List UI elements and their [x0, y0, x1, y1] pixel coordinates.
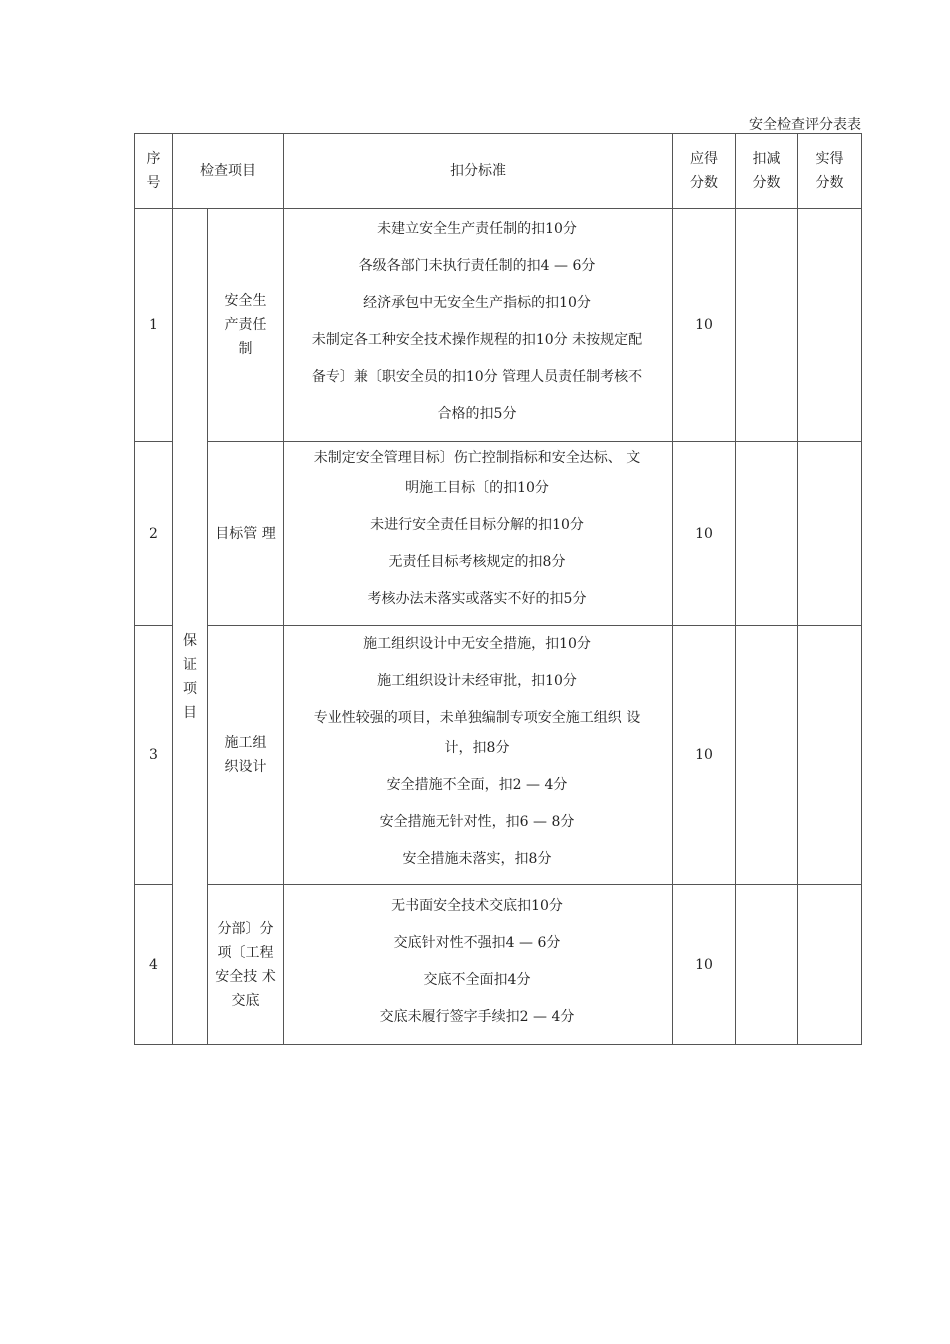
row-deduct-score: [736, 209, 798, 442]
safety-score-table: [134, 133, 862, 1045]
header-seq-line: 号: [146, 175, 161, 191]
row-item-line: 分部〕分: [217, 920, 274, 937]
row-item-line: 交底: [231, 992, 260, 1009]
row-should-score: 10: [673, 885, 736, 1045]
category-cell: [173, 209, 208, 1045]
criteria-line: 备专〕兼〔职安全员的扣10分 管理人员责任制考核不: [311, 369, 643, 385]
row-item-line: 安全技 术: [215, 968, 276, 985]
header-row: [135, 134, 862, 209]
criteria-line: 交底针对性不强扣4 — 6分: [393, 934, 561, 951]
row-criteria: [284, 885, 673, 1045]
row-seq: 4: [135, 885, 173, 1045]
header-criteria: 扣分标准: [284, 134, 673, 209]
criteria-line: 无书面安全技术交底扣10分: [391, 897, 563, 914]
row-criteria: [284, 209, 673, 442]
row-item: [208, 209, 284, 442]
row-item-line: 施工组: [224, 735, 267, 751]
row-actual-score: [798, 209, 862, 442]
criteria-line: 未制定各工种安全技术操作规程的扣10分 未按规定配: [311, 332, 643, 348]
header-actual-line: 实得: [815, 151, 844, 167]
row-actual-score: [798, 626, 862, 885]
header-seq: [135, 134, 173, 209]
row-item-line: 目标管 理: [215, 525, 276, 542]
row-item: [208, 885, 284, 1045]
category-char: 保: [183, 632, 197, 649]
row-item-line: 安全生: [224, 293, 267, 309]
header-actual: [798, 134, 862, 209]
row-deduct-score: [736, 885, 798, 1045]
header-actual-line: 分数: [815, 175, 844, 191]
row-item-line: 项〔工程: [217, 944, 274, 961]
criteria-line: 未建立安全生产责任制的扣10分: [377, 221, 577, 237]
row-item-line: 织设计: [224, 759, 267, 775]
criteria-line: 未进行安全责任目标分解的扣10分: [370, 516, 584, 533]
category-char: 目: [183, 704, 197, 721]
row-seq: 1: [135, 209, 173, 442]
row-deduct-score: [736, 626, 798, 885]
criteria-line: 无责任目标考核规定的扣8分: [388, 553, 566, 570]
row-deduct-score: [736, 442, 798, 626]
document-title: 安全检查评分表表: [749, 117, 861, 133]
row-criteria: [284, 626, 673, 885]
criteria-line: 明施工目标〔的扣10分: [405, 479, 549, 496]
header-check-item: 检查项目: [173, 134, 284, 209]
row-should-score: 10: [673, 626, 736, 885]
criteria-line: 合格的扣5分: [437, 406, 517, 422]
header-deduct-line: 扣减: [752, 151, 781, 167]
row-criteria: [284, 442, 673, 626]
row-should-score: 10: [673, 442, 736, 626]
criteria-line: 经济承包中无安全生产指标的扣10分: [363, 295, 591, 311]
criteria-line: 安全措施未落实，扣8分: [402, 851, 552, 867]
table-row: [135, 885, 862, 1045]
criteria-line: 未制定安全管理目标〕伤亡控制指标和安全达标、 文: [313, 449, 641, 466]
criteria-line: 考核办法未落实或落实不好的扣5分: [367, 590, 587, 607]
criteria-line: 施工组织设计未经审批，扣10分: [377, 673, 577, 689]
header-seq-line: 序: [146, 151, 161, 167]
table-row: [135, 209, 862, 442]
criteria-line: 安全措施不全面，扣2 — 4分: [386, 777, 568, 793]
row-seq: 2: [135, 442, 173, 626]
criteria-line: 施工组织设计中无安全措施，扣10分: [363, 636, 591, 652]
row-item-line: 制: [238, 341, 253, 357]
row-should-score: 10: [673, 209, 736, 442]
criteria-line: 专业性较强的项目，未单独编制专项安全施工组织 设: [313, 710, 641, 726]
header-should-score: [673, 134, 736, 209]
row-item: [208, 442, 284, 626]
criteria-line: 交底未履行签字手续扣2 — 4分: [379, 1008, 575, 1025]
row-actual-score: [798, 442, 862, 626]
criteria-line: 计，扣8分: [444, 740, 510, 756]
row-seq: 3: [135, 626, 173, 885]
header-deduct: [736, 134, 798, 209]
row-actual-score: [798, 885, 862, 1045]
header-deduct-line: 分数: [752, 175, 781, 191]
criteria-line: 各级各部门未执行责任制的扣4 — 6分: [358, 258, 596, 274]
header-should-score-line: 应得: [690, 151, 718, 167]
table-row: [135, 442, 862, 626]
row-item: [208, 626, 284, 885]
header-should-score-line: 分数: [690, 175, 718, 191]
table-row: [135, 626, 862, 885]
criteria-line: 安全措施无针对性，扣6 — 8分: [379, 814, 575, 830]
category-char: 项: [183, 680, 197, 697]
row-item-line: 产责任: [224, 317, 267, 333]
category-char: 证: [183, 656, 197, 673]
criteria-line: 交底不全面扣4分: [423, 971, 531, 988]
